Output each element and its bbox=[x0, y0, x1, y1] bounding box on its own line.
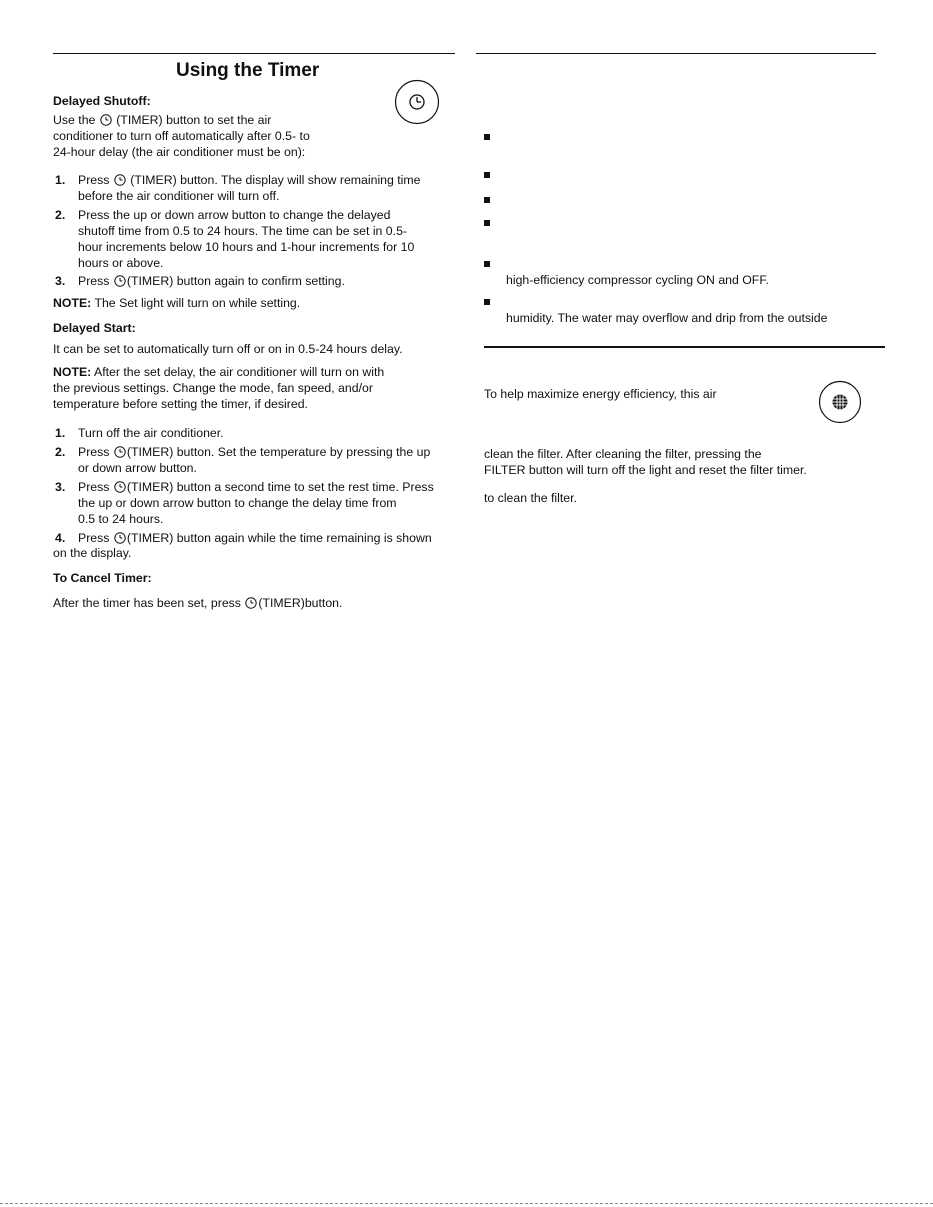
left-top-rule bbox=[53, 53, 455, 54]
delayed-start-intro: It can be set to automatically turn off or on in 0.5-24 hours delay. bbox=[53, 342, 403, 356]
cancel-timer-text: After the timer has been set, press (TIMER)button. bbox=[53, 596, 343, 610]
delayed-shutoff-intro-line3: 24-hour delay (the air conditioner must be on): bbox=[53, 145, 306, 159]
delayed-shutoff-intro-line1: Use the (TIMER) button to set the air bbox=[53, 113, 272, 127]
bullet-marker bbox=[484, 220, 490, 226]
page-title: Using the Timer bbox=[176, 60, 320, 81]
step-text: on the display. bbox=[53, 546, 132, 560]
bullet-marker bbox=[484, 261, 490, 267]
filter-text-line1: To help maximize energy efficiency, this air bbox=[484, 387, 717, 401]
step-text: Press (TIMER) button again while the time remaining is shown bbox=[78, 531, 432, 545]
clock-icon bbox=[114, 275, 126, 287]
step-text: Press (TIMER) button a second time to set the rest time. Press bbox=[78, 480, 434, 494]
clock-icon bbox=[114, 174, 126, 186]
shutoff-note: NOTE: The Set light will turn on while setting. bbox=[53, 296, 301, 310]
step-text: Press the up or down arrow button to change the delayed bbox=[78, 208, 391, 222]
delayed-start-heading: Delayed Start: bbox=[53, 321, 136, 335]
clock-icon bbox=[114, 481, 126, 493]
delayed-start-note-line1: NOTE: After the set delay, the air conditioner will turn on with bbox=[53, 365, 385, 379]
step-text: or down arrow button. bbox=[78, 461, 197, 475]
page-bottom-edge bbox=[0, 1203, 933, 1204]
clock-icon bbox=[245, 597, 257, 609]
bullet-marker bbox=[484, 197, 490, 203]
step-text: before the air conditioner will turn off. bbox=[78, 189, 280, 203]
delayed-shutoff-heading: Delayed Shutoff: bbox=[53, 94, 151, 108]
step-text: hour increments below 10 hours and 1-hour increments for 10 bbox=[78, 240, 415, 254]
step-text: shutoff time from 0.5 to 24 hours. The time can be set in 0.5- bbox=[78, 224, 408, 238]
step-number: 1. bbox=[55, 173, 66, 187]
step-text: Turn off the air conditioner. bbox=[78, 426, 224, 440]
right-section-rule bbox=[484, 346, 885, 348]
filter-text-line4: to clean the filter. bbox=[484, 491, 577, 505]
right-top-rule bbox=[476, 53, 876, 54]
step-number: 2. bbox=[55, 208, 66, 222]
step-number: 1. bbox=[55, 426, 66, 440]
delayed-start-note-line3: temperature before setting the timer, if desired. bbox=[53, 397, 308, 411]
step-text: Press (TIMER) button. Set the temperature by pressing the up bbox=[78, 445, 431, 459]
clock-icon bbox=[114, 446, 126, 458]
cancel-timer-heading: To Cancel Timer: bbox=[53, 571, 152, 585]
clock-icon bbox=[100, 114, 112, 126]
filter-text-line3: FILTER button will turn off the light and reset the filter timer. bbox=[484, 463, 807, 477]
bullet-marker bbox=[484, 134, 490, 140]
bullet-marker bbox=[484, 299, 490, 305]
step-text: the up or down arrow button to change the delay time from bbox=[78, 496, 397, 510]
filter-text-line2: clean the filter. After cleaning the filter, pressing the bbox=[484, 447, 762, 461]
step-number: 3. bbox=[55, 480, 66, 494]
step-number: 4. bbox=[55, 531, 66, 545]
delayed-shutoff-intro-line2: conditioner to turn off automatically after 0.5- to bbox=[53, 129, 310, 143]
bullet-text: humidity. The water may overflow and drip from the outside bbox=[506, 311, 828, 325]
bullet-marker bbox=[484, 172, 490, 178]
delayed-start-note-line2: the previous settings. Change the mode, fan speed, and/or bbox=[53, 381, 373, 395]
step-number: 3. bbox=[55, 274, 66, 288]
bullet-text: high-efficiency compressor cycling ON and OFF. bbox=[506, 273, 769, 287]
step-text: 0.5 to 24 hours. bbox=[78, 512, 164, 526]
step-text: Press (TIMER) button again to confirm setting. bbox=[78, 274, 345, 288]
clock-icon bbox=[114, 532, 126, 544]
step-text: hours or above. bbox=[78, 256, 164, 270]
timer-button-icon bbox=[394, 79, 440, 125]
filter-button-icon bbox=[818, 380, 862, 424]
step-text: Press (TIMER) button. The display will show remaining time bbox=[78, 173, 421, 187]
step-number: 2. bbox=[55, 445, 66, 459]
